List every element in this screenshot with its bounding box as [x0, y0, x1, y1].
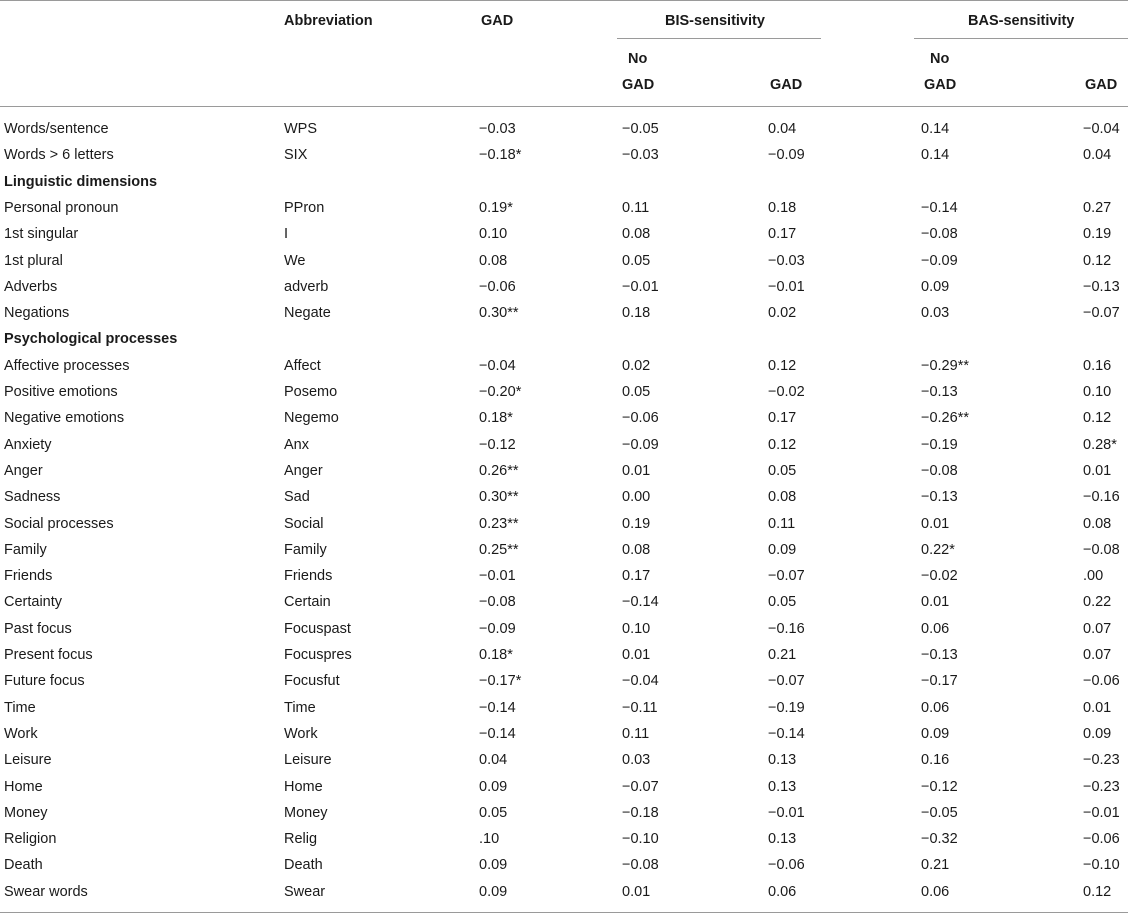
row-bas-gad-value: 0.12: [1083, 883, 1112, 900]
row-bas-gad-value: 0.12: [1083, 252, 1112, 269]
row-bis-no-gad-value: 0.01: [622, 462, 651, 479]
row-gad-value: .10: [479, 831, 500, 848]
bis-group-rule: [617, 38, 821, 39]
row-gad-value: 0.09: [479, 883, 508, 900]
row-label: Personal pronoun: [4, 199, 119, 216]
row-label: Time: [4, 699, 36, 716]
row-bis-gad-value: 0.13: [768, 778, 797, 795]
row-bas-no-gad-value: −0.02: [921, 568, 958, 585]
header-bas-sensitivity: BAS-sensitivity: [968, 13, 1075, 29]
row-gad-value: 0.30**: [479, 305, 519, 322]
row-bas-no-gad-value: −0.08: [921, 462, 958, 479]
table-row: [0, 747, 1143, 773]
row-bis-gad-value: 0.17: [768, 410, 797, 427]
row-gad-value: −0.03: [479, 121, 516, 137]
row-bas-no-gad-value: −0.32: [921, 831, 958, 848]
header-gad: GAD: [481, 13, 514, 29]
row-bas-no-gad-value: 0.16: [921, 752, 950, 769]
row-abbreviation: PPron: [284, 199, 325, 216]
row-abbreviation: Anx: [284, 436, 309, 453]
row-label: Words/sentence: [4, 121, 109, 137]
row-bis-gad-value: −0.07: [768, 568, 805, 585]
table-row: [0, 774, 1143, 800]
table-row: [0, 221, 1143, 247]
row-label: Future focus: [4, 673, 85, 690]
row-bas-gad-value: 0.01: [1083, 699, 1112, 716]
row-bis-no-gad-value: −0.09: [622, 436, 659, 453]
header-bis-gad: GAD: [770, 77, 803, 93]
row-gad-value: −0.04: [479, 357, 516, 374]
row-bis-no-gad-value: 0.05: [622, 384, 651, 400]
row-gad-value: 0.10: [479, 226, 508, 243]
row-bas-gad-value: −0.13: [1083, 278, 1120, 295]
row-bas-gad-value: 0.16: [1083, 357, 1112, 374]
row-bis-gad-value: −0.01: [768, 278, 805, 295]
row-bas-gad-value: −0.08: [1083, 541, 1120, 558]
table-row: [0, 589, 1143, 615]
row-label: Words > 6 letters: [4, 147, 114, 164]
row-label: Work: [4, 725, 38, 742]
row-bas-no-gad-value: −0.09: [921, 252, 958, 269]
row-gad-value: 0.18*: [479, 647, 513, 663]
table-top-rule: [0, 0, 1128, 1]
table-row: [0, 852, 1143, 878]
row-abbreviation: Family: [284, 541, 327, 558]
table-row: [0, 432, 1143, 458]
row-bas-no-gad-value: 0.06: [921, 883, 950, 900]
row-bis-no-gad-value: 0.17: [622, 568, 651, 585]
row-label: Affective processes: [4, 357, 130, 374]
table-row: [0, 405, 1143, 431]
row-bas-no-gad-value: 0.14: [921, 147, 950, 164]
row-abbreviation: I: [284, 226, 289, 243]
row-label: Adverbs: [4, 278, 58, 295]
table-row: [0, 668, 1143, 694]
row-bis-gad-value: 0.18: [768, 199, 797, 216]
row-bis-gad-value: 0.05: [768, 462, 797, 479]
row-bas-no-gad-value: −0.29**: [921, 357, 969, 374]
row-bas-gad-value: 0.27: [1083, 199, 1112, 216]
row-bis-no-gad-value: −0.06: [622, 410, 659, 427]
row-gad-value: −0.18*: [479, 147, 522, 164]
row-abbreviation: Work: [284, 725, 318, 742]
row-bas-no-gad-value: 0.22*: [921, 541, 955, 558]
row-gad-value: 0.30**: [479, 489, 519, 506]
header-bis-no: No: [628, 51, 648, 67]
row-label: Religion: [4, 831, 57, 848]
row-abbreviation: SIX: [284, 147, 308, 164]
row-label: Social processes: [4, 515, 114, 532]
row-bis-no-gad-value: −0.18: [622, 804, 659, 821]
row-bas-gad-value: 0.07: [1083, 620, 1112, 637]
section-heading: Linguistic dimensions: [4, 173, 158, 190]
row-bis-gad-value: −0.06: [768, 857, 805, 874]
row-bas-no-gad-value: −0.13: [921, 647, 958, 663]
row-bis-gad-value: 0.11: [768, 515, 796, 532]
row-bis-gad-value: 0.12: [768, 357, 797, 374]
table-row: [0, 616, 1143, 642]
row-abbreviation: Affect: [284, 357, 321, 374]
row-gad-value: −0.14: [479, 699, 516, 716]
row-gad-value: −0.14: [479, 725, 516, 742]
row-bis-no-gad-value: 0.08: [622, 226, 651, 243]
row-gad-value: −0.08: [479, 594, 516, 611]
row-gad-value: −0.17*: [479, 673, 522, 690]
row-bas-gad-value: 0.28*: [1083, 436, 1117, 453]
row-gad-value: 0.18*: [479, 410, 513, 427]
row-bis-no-gad-value: 0.03: [622, 752, 651, 769]
row-gad-value: 0.04: [479, 752, 508, 769]
row-abbreviation: Leisure: [284, 752, 332, 769]
row-gad-value: 0.09: [479, 857, 508, 874]
row-bas-no-gad-value: 0.03: [921, 305, 950, 322]
row-bis-no-gad-value: 0.00: [622, 489, 651, 506]
row-bas-no-gad-value: −0.08: [921, 226, 958, 243]
table-row: [0, 248, 1143, 274]
row-bas-no-gad-value: 0.09: [921, 278, 950, 295]
row-bas-no-gad-value: 0.14: [921, 121, 950, 137]
row-abbreviation: Certain: [284, 594, 331, 611]
row-gad-value: 0.23**: [479, 515, 519, 532]
row-abbreviation: Focuspast: [284, 620, 351, 637]
row-bis-gad-value: 0.13: [768, 752, 797, 769]
row-bas-no-gad-value: 0.06: [921, 620, 950, 637]
row-label: Positive emotions: [4, 384, 118, 400]
row-bis-gad-value: 0.21: [768, 647, 797, 663]
table-bottom-rule: [0, 912, 1128, 913]
row-bas-gad-value: 0.19: [1083, 226, 1112, 243]
row-bis-no-gad-value: 0.11: [622, 725, 650, 742]
row-label: Anxiety: [4, 436, 52, 453]
row-label: Negations: [4, 305, 70, 322]
row-gad-value: 0.08: [479, 252, 508, 269]
row-label: Anger: [4, 462, 43, 479]
row-label: Negative emotions: [4, 410, 125, 427]
table-row: [0, 458, 1143, 484]
header-bis-sensitivity: BIS-sensitivity: [665, 13, 765, 29]
bas-group-rule: [914, 38, 1128, 39]
row-bis-no-gad-value: 0.11: [622, 199, 650, 216]
row-bis-gad-value: 0.12: [768, 436, 797, 453]
table-row: [0, 511, 1143, 537]
row-label: Past focus: [4, 620, 72, 637]
row-bis-no-gad-value: 0.08: [622, 541, 651, 558]
row-gad-value: 0.26**: [479, 462, 519, 479]
row-label: Death: [4, 857, 43, 874]
row-bas-no-gad-value: −0.12: [921, 778, 958, 795]
table-row: [0, 721, 1143, 747]
row-abbreviation: Posemo: [284, 384, 338, 400]
row-bas-gad-value: 0.22: [1083, 594, 1112, 611]
row-bis-no-gad-value: −0.08: [622, 857, 659, 874]
row-label: 1st plural: [4, 252, 63, 269]
row-bas-no-gad-value: −0.19: [921, 436, 958, 453]
row-bas-gad-value: 0.08: [1083, 515, 1112, 532]
row-bis-gad-value: 0.09: [768, 541, 797, 558]
row-gad-value: −0.09: [479, 620, 516, 637]
table-row: [0, 484, 1143, 510]
row-label: Money: [4, 804, 48, 821]
row-bas-gad-value: −0.04: [1083, 121, 1120, 137]
row-abbreviation: Focuspres: [284, 647, 352, 663]
row-bis-no-gad-value: 0.10: [622, 620, 651, 637]
row-label: Present focus: [4, 647, 93, 663]
row-bis-gad-value: 0.04: [768, 121, 797, 137]
row-bis-gad-value: −0.03: [768, 252, 805, 269]
row-bis-gad-value: −0.14: [768, 725, 805, 742]
section-heading-row: [0, 169, 1143, 195]
row-abbreviation: adverb: [284, 278, 329, 295]
table-row: [0, 537, 1143, 563]
table-row: [0, 642, 1143, 668]
row-bis-gad-value: 0.17: [768, 226, 797, 243]
row-bas-gad-value: −0.06: [1083, 673, 1120, 690]
header-rule: [0, 106, 1128, 107]
row-abbreviation: WPS: [284, 121, 318, 137]
row-abbreviation: Negate: [284, 305, 331, 322]
row-gad-value: −0.01: [479, 568, 516, 585]
row-bis-gad-value: −0.19: [768, 699, 805, 716]
row-bas-no-gad-value: 0.21: [921, 857, 950, 874]
row-bis-gad-value: −0.09: [768, 147, 805, 164]
row-bis-no-gad-value: 0.18: [622, 305, 651, 322]
row-bis-gad-value: 0.02: [768, 305, 797, 322]
row-abbreviation: Negemo: [284, 410, 339, 427]
table-row: [0, 195, 1143, 221]
table-row: [0, 879, 1143, 905]
row-bas-gad-value: −0.23: [1083, 752, 1120, 769]
section-heading: Psychological processes: [4, 331, 178, 348]
row-bas-gad-value: 0.07: [1083, 647, 1112, 663]
table-row: [0, 563, 1143, 589]
row-abbreviation: Home: [284, 778, 323, 795]
row-bas-gad-value: −0.23: [1083, 778, 1120, 795]
row-bis-no-gad-value: 0.19: [622, 515, 651, 532]
row-gad-value: −0.06: [479, 278, 516, 295]
row-bis-no-gad-value: −0.14: [622, 594, 659, 611]
header-abbreviation: Abbreviation: [284, 13, 373, 29]
row-abbreviation: Social: [284, 515, 324, 532]
row-bis-no-gad-value: 0.01: [622, 647, 651, 663]
header-bas-gad: GAD: [1085, 77, 1118, 93]
row-bas-gad-value: 0.09: [1083, 725, 1112, 742]
row-bas-gad-value: 0.12: [1083, 410, 1112, 427]
row-bis-no-gad-value: −0.10: [622, 831, 659, 848]
row-abbreviation: Time: [284, 699, 316, 716]
table-row: [0, 353, 1143, 379]
table-row: [0, 379, 1143, 405]
row-gad-value: 0.09: [479, 778, 508, 795]
row-bas-no-gad-value: −0.26**: [921, 410, 969, 427]
row-gad-value: −0.20*: [479, 384, 522, 400]
row-label: Sadness: [4, 489, 61, 506]
table-row: [0, 826, 1143, 852]
row-bis-gad-value: −0.02: [768, 384, 805, 400]
row-bas-gad-value: .00: [1083, 568, 1104, 585]
table-row: [0, 142, 1143, 168]
row-gad-value: 0.05: [479, 804, 508, 821]
row-gad-value: 0.19*: [479, 199, 513, 216]
table-row: [0, 695, 1143, 721]
row-abbreviation: Money: [284, 804, 328, 821]
row-label: Home: [4, 778, 43, 795]
row-gad-value: 0.25**: [479, 541, 519, 558]
row-bis-gad-value: −0.16: [768, 620, 805, 637]
row-bas-no-gad-value: −0.05: [921, 804, 958, 821]
row-label: Leisure: [4, 752, 52, 769]
row-abbreviation: Swear: [284, 883, 326, 900]
row-bis-gad-value: 0.08: [768, 489, 797, 506]
row-label: Swear words: [4, 883, 88, 900]
row-bis-no-gad-value: 0.01: [622, 883, 651, 900]
row-bas-gad-value: −0.10: [1083, 857, 1120, 874]
row-bis-no-gad-value: −0.04: [622, 673, 659, 690]
row-gad-value: −0.12: [479, 436, 516, 453]
row-label: 1st singular: [4, 226, 79, 243]
row-abbreviation: Sad: [284, 489, 310, 506]
row-abbreviation: We: [284, 252, 306, 269]
row-bis-no-gad-value: 0.02: [622, 357, 651, 374]
row-bas-no-gad-value: −0.13: [921, 384, 958, 400]
row-bis-gad-value: 0.05: [768, 594, 797, 611]
row-bas-no-gad-value: 0.01: [921, 515, 950, 532]
section-heading-row: [0, 326, 1143, 352]
row-bas-gad-value: −0.16: [1083, 489, 1120, 506]
row-bis-no-gad-value: −0.03: [622, 147, 659, 164]
row-bas-no-gad-value: 0.01: [921, 594, 950, 611]
row-bis-no-gad-value: 0.05: [622, 252, 651, 269]
row-bas-no-gad-value: −0.13: [921, 489, 958, 506]
row-bis-no-gad-value: −0.01: [622, 278, 659, 295]
row-abbreviation: Friends: [284, 568, 333, 585]
row-bas-gad-value: 0.04: [1083, 147, 1112, 164]
row-abbreviation: Relig: [284, 831, 318, 848]
table-row: [0, 800, 1143, 826]
table-row: [0, 274, 1143, 300]
row-abbreviation: Death: [284, 857, 323, 874]
table-row: [0, 300, 1143, 326]
row-bis-gad-value: −0.07: [768, 673, 805, 690]
row-label: Friends: [4, 568, 53, 585]
table-row: [0, 116, 1143, 142]
row-abbreviation: Anger: [284, 462, 323, 479]
row-bas-no-gad-value: 0.06: [921, 699, 950, 716]
header-bas-no: No: [930, 51, 950, 67]
row-bas-gad-value: 0.01: [1083, 462, 1112, 479]
row-bis-gad-value: −0.01: [768, 804, 805, 821]
row-bis-no-gad-value: −0.05: [622, 121, 659, 137]
row-bas-gad-value: 0.10: [1083, 384, 1112, 400]
row-bas-gad-value: −0.01: [1083, 804, 1120, 821]
header-bis-no-gad: GAD: [622, 77, 655, 93]
row-bis-no-gad-value: −0.11: [622, 699, 658, 716]
row-abbreviation: Focusfut: [284, 673, 340, 690]
row-bas-no-gad-value: −0.14: [921, 199, 958, 216]
row-bas-no-gad-value: 0.09: [921, 725, 950, 742]
row-bis-gad-value: 0.13: [768, 831, 797, 848]
row-bas-no-gad-value: −0.17: [921, 673, 958, 690]
row-label: Family: [4, 541, 47, 558]
row-bis-no-gad-value: −0.07: [622, 778, 659, 795]
row-label: Certainty: [4, 594, 63, 611]
row-bas-gad-value: −0.06: [1083, 831, 1120, 848]
row-bas-gad-value: −0.07: [1083, 305, 1120, 322]
header-bas-no-gad: GAD: [924, 77, 957, 93]
row-bis-gad-value: 0.06: [768, 883, 797, 900]
